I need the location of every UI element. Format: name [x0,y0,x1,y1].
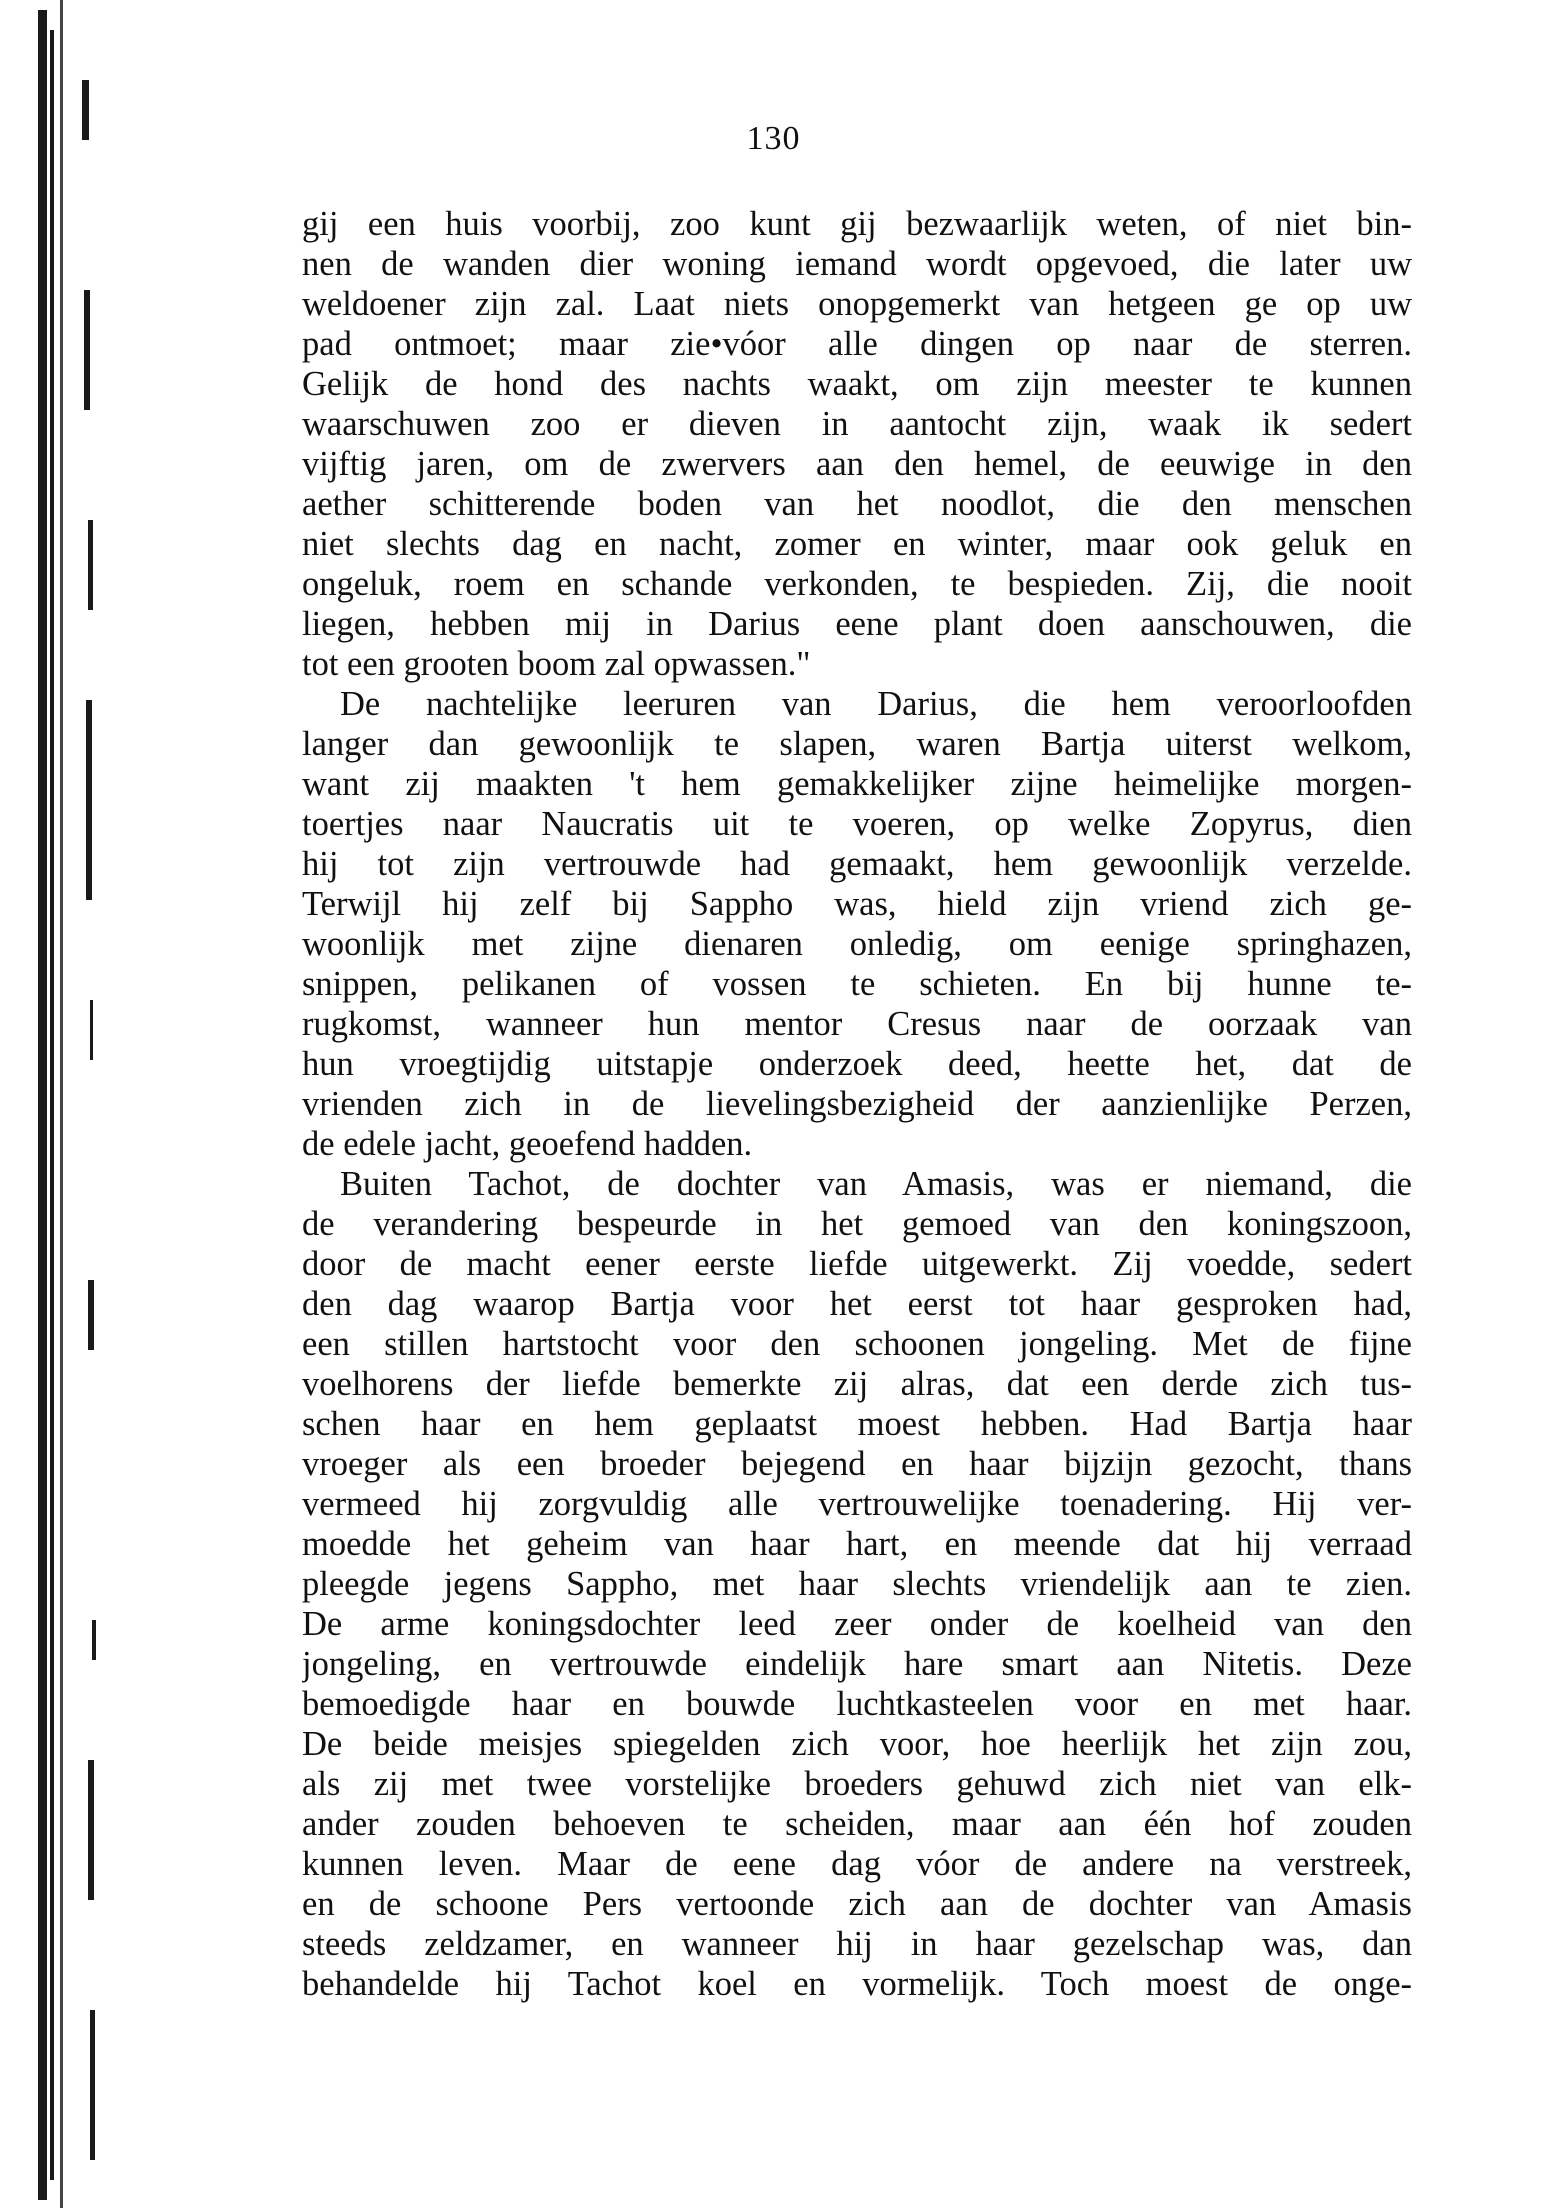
text-line: want zij maakten 't hem gemakkelijker zijne heimelijke morgen- [302,765,1412,803]
text-line: De beide meisjes spiegelden zich voor, hoe heerlijk het zijn zou, [302,1725,1412,1763]
text-line: de verandering bespeurde in het gemoed van den koningszoon, [302,1205,1412,1243]
text-line: pad ontmoet; maar zie•vóor alle dingen op naar de sterren. [302,325,1412,363]
text-line: den dag waarop Bartja voor het eerst tot haar gesproken had, [302,1285,1412,1323]
text-line: jongeling, en vertrouwde eindelijk hare smart aan Nitetis. Deze [302,1645,1412,1683]
text-line: door de macht eener eerste liefde uitgewerkt. Zij voedde, sedert [302,1245,1412,1283]
text-line: liegen, hebben mij in Darius eene plant doen aanschouwen, die [302,605,1412,643]
text-line: ander zouden behoeven te scheiden, maar aan één hof zouden [302,1805,1412,1843]
text-line: behandelde hij Tachot koel en vormelijk. Toch moest de onge- [302,1965,1412,2003]
text-line: ongeluk, roem en schande verkonden, te bespieden. Zij, die nooit [302,565,1412,603]
text-line: vroeger als een broeder bejegend en haar bijzijn gezocht, thans [302,1445,1412,1483]
text-line: rugkomst, wanneer hun mentor Cresus naar de oorzaak van [302,1005,1412,1043]
text-line: niet slechts dag en nacht, zomer en winter, maar ook geluk en [302,525,1412,563]
text-line: weldoener zijn zal. Laat niets onopgemerkt van hetgeen ge op uw [302,285,1412,323]
text-line: hij tot zijn vertrouwde had gemaakt, hem gewoonlijk verzelde. [302,845,1412,883]
text-line: en de schoone Pers vertoonde zich aan de dochter van Amasis [302,1885,1412,1923]
text-line: vermeed hij zorgvuldig alle vertrouwelijke toenadering. Hij ver- [302,1485,1412,1523]
text-line: De nachtelijke leeruren van Darius, die hem veroorloofden [340,685,1412,723]
text-line: hun vroegtijdig uitstapje onderzoek deed, heette het, dat de [302,1045,1412,1083]
text-line: langer dan gewoonlijk te slapen, waren Bartja uiterst welkom, [302,725,1412,763]
text-line: Gelijk de hond des nachts waakt, om zijn meester te kunnen [302,365,1412,403]
scanned-binding-edge [0,0,110,2208]
text-line: voelhorens der liefde bemerkte zij alras, dat een derde zich tus- [302,1365,1412,1403]
page-number: 130 [746,120,801,157]
text-line: bemoedigde haar en bouwde luchtkasteelen voor en met haar. [302,1685,1412,1723]
text-line: steeds zeldzamer, en wanneer hij in haar gezelschap was, dan [302,1925,1412,1963]
text-line: schen haar en hem geplaatst moest hebben. Had Bartja haar [302,1405,1412,1443]
body-text [302,204,1412,2004]
text-line: een stillen hartstocht voor den schoonen jongeling. Met de fijne [302,1325,1412,1363]
text-line: de edele jacht, geoefend hadden. [302,1125,753,1163]
text-line: waarschuwen zoo er dieven in aantocht zijn, waak ik sedert [302,405,1412,443]
text-line: vijftig jaren, om de zwervers aan den hemel, de eeuwige in den [302,445,1412,483]
text-line: snippen, pelikanen of vossen te schieten. En bij hunne te- [302,965,1412,1003]
text-line: moedde het geheim van haar hart, en meende dat hij verraad [302,1525,1412,1563]
text-line: toertjes naar Naucratis uit te voeren, op welke Zopyrus, dien [302,805,1412,843]
text-line: aether schitterende boden van het noodlot, die den menschen [302,485,1412,523]
text-line: pleegde jegens Sappho, met haar slechts vriendelijk aan te zien. [302,1565,1412,1603]
text-line: als zij met twee vorstelijke broeders gehuwd zich niet van elk- [302,1765,1412,1803]
text-line: kunnen leven. Maar de eene dag vóor de andere na verstreek, [302,1845,1412,1883]
text-line: woonlijk met zijne dienaren onledig, om eenige springhazen, [302,925,1412,963]
text-line: vrienden zich in de lievelingsbezigheid der aanzienlijke Perzen, [302,1085,1412,1123]
text-line: Buiten Tachot, de dochter van Amasis, was er niemand, die [340,1165,1412,1203]
text-line: Terwijl hij zelf bij Sappho was, hield zijn vriend zich ge- [302,885,1412,923]
text-line: tot een grooten boom zal opwassen." [302,645,811,683]
text-line: gij een huis voorbij, zoo kunt gij bezwaarlijk weten, of niet bin- [302,205,1412,243]
text-line: De arme koningsdochter leed zeer onder de koelheid van den [302,1605,1412,1643]
text-line: nen de wanden dier woning iemand wordt opgevoed, die later uw [302,245,1412,283]
